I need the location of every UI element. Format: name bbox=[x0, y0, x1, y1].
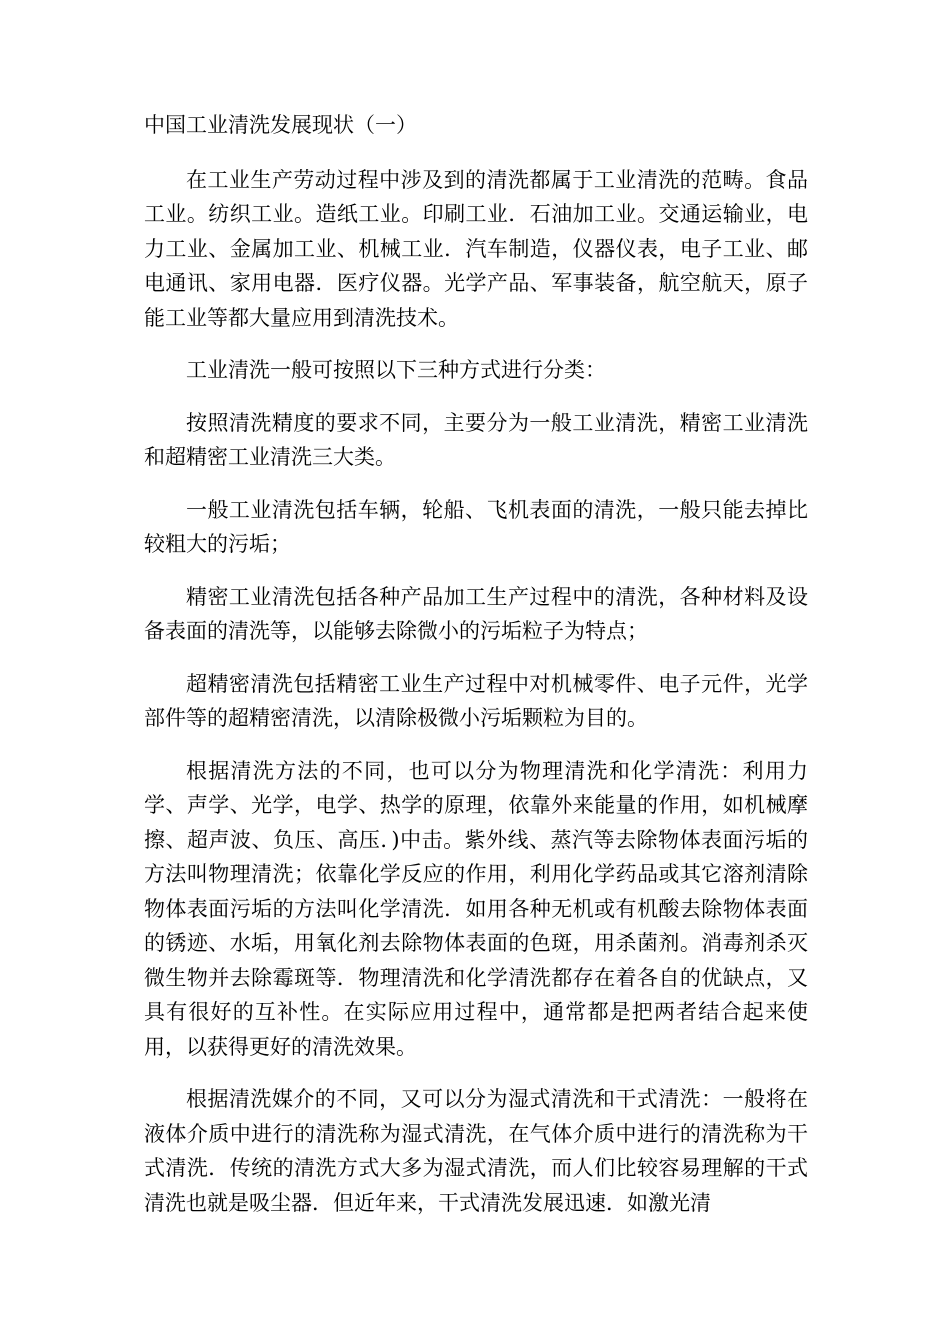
paragraph-industrial-scope: 在工业生产劳动过程中涉及到的清洗都属于工业清洗的范畴。食品工业。纺织工业。造纸工业。印刷工业．石油加工业。交通运输业，电力工业、金属加工业、机械工业．汽车制造，仪器仪表，电子工业、邮电通讯、家用电器．医疗仪器。光学产品、军事装备，航空航天，原子能工业等都大量应用到清洗技术。 bbox=[144, 167, 808, 330]
paragraph-physical-chemical-cleaning: 根据清洗方法的不同，也可以分为物理清洗和化学清洗：利用力学、声学、光学，电学、热学的原理，依靠外来能量的作用，如机械摩擦、超声波、负压、高压．)中击。紫外线、蒸汽等去除物体表面污垢的方法叫物理清洗；依靠化学反应的作用，利用化学药品或其它溶剂清除物体表面污垢的方法叫化学清洗．如用各种无机或有机酸去除物体表面的锈迹、水垢，用氧化剂去除物体表面的色斑，用杀菌剂。消毒剂杀灭微生物并去除霉斑等．物理清洗和化学清洗都存在着各自的优缺点，又具有很好的互补性。在实际应用过程中，通常都是把两者结合起来使用，以获得更好的清洗效果。 bbox=[144, 758, 808, 1059]
paragraph-wet-dry-cleaning: 根据清洗媒介的不同，又可以分为湿式清洗和干式清洗：一般将在液体介质中进行的清洗称为湿式清洗，在气体介质中进行的清洗称为干式清洗．传统的清洗方式大多为湿式清洗，而人们比较容易理解的干式清洗也就是吸尘器．但近年来，干式清洗发展迅速．如激光清 bbox=[144, 1087, 808, 1215]
paragraph-general-cleaning: 一般工业清洗包括车辆，轮船、飞机表面的清洗，一般只能去掉比较粗大的污垢； bbox=[144, 497, 808, 556]
document-body bbox=[144, 108, 808, 1238]
paragraph-ultra-precision-cleaning: 超精密清洗包括精密工业生产过程中对机械零件、电子元件，光学部件等的超精密清洗，以清除极微小污垢颗粒为目的。 bbox=[144, 671, 808, 730]
paragraph-precision-cleaning: 精密工业清洗包括各种产品加工生产过程中的清洗，各种材料及设备表面的清洗等，以能够去除微小的污垢粒子为特点； bbox=[144, 584, 808, 643]
paragraph-classification-intro: 工业清洗一般可按照以下三种方式进行分类： bbox=[186, 358, 606, 382]
paragraph-precision-classes: 按照清洗精度的要求不同，主要分为一般工业清洗，精密工业清洗和超精密工业清洗三大类。 bbox=[144, 410, 808, 469]
document-title: 中国工业清洗发展现状（一） bbox=[144, 113, 417, 137]
